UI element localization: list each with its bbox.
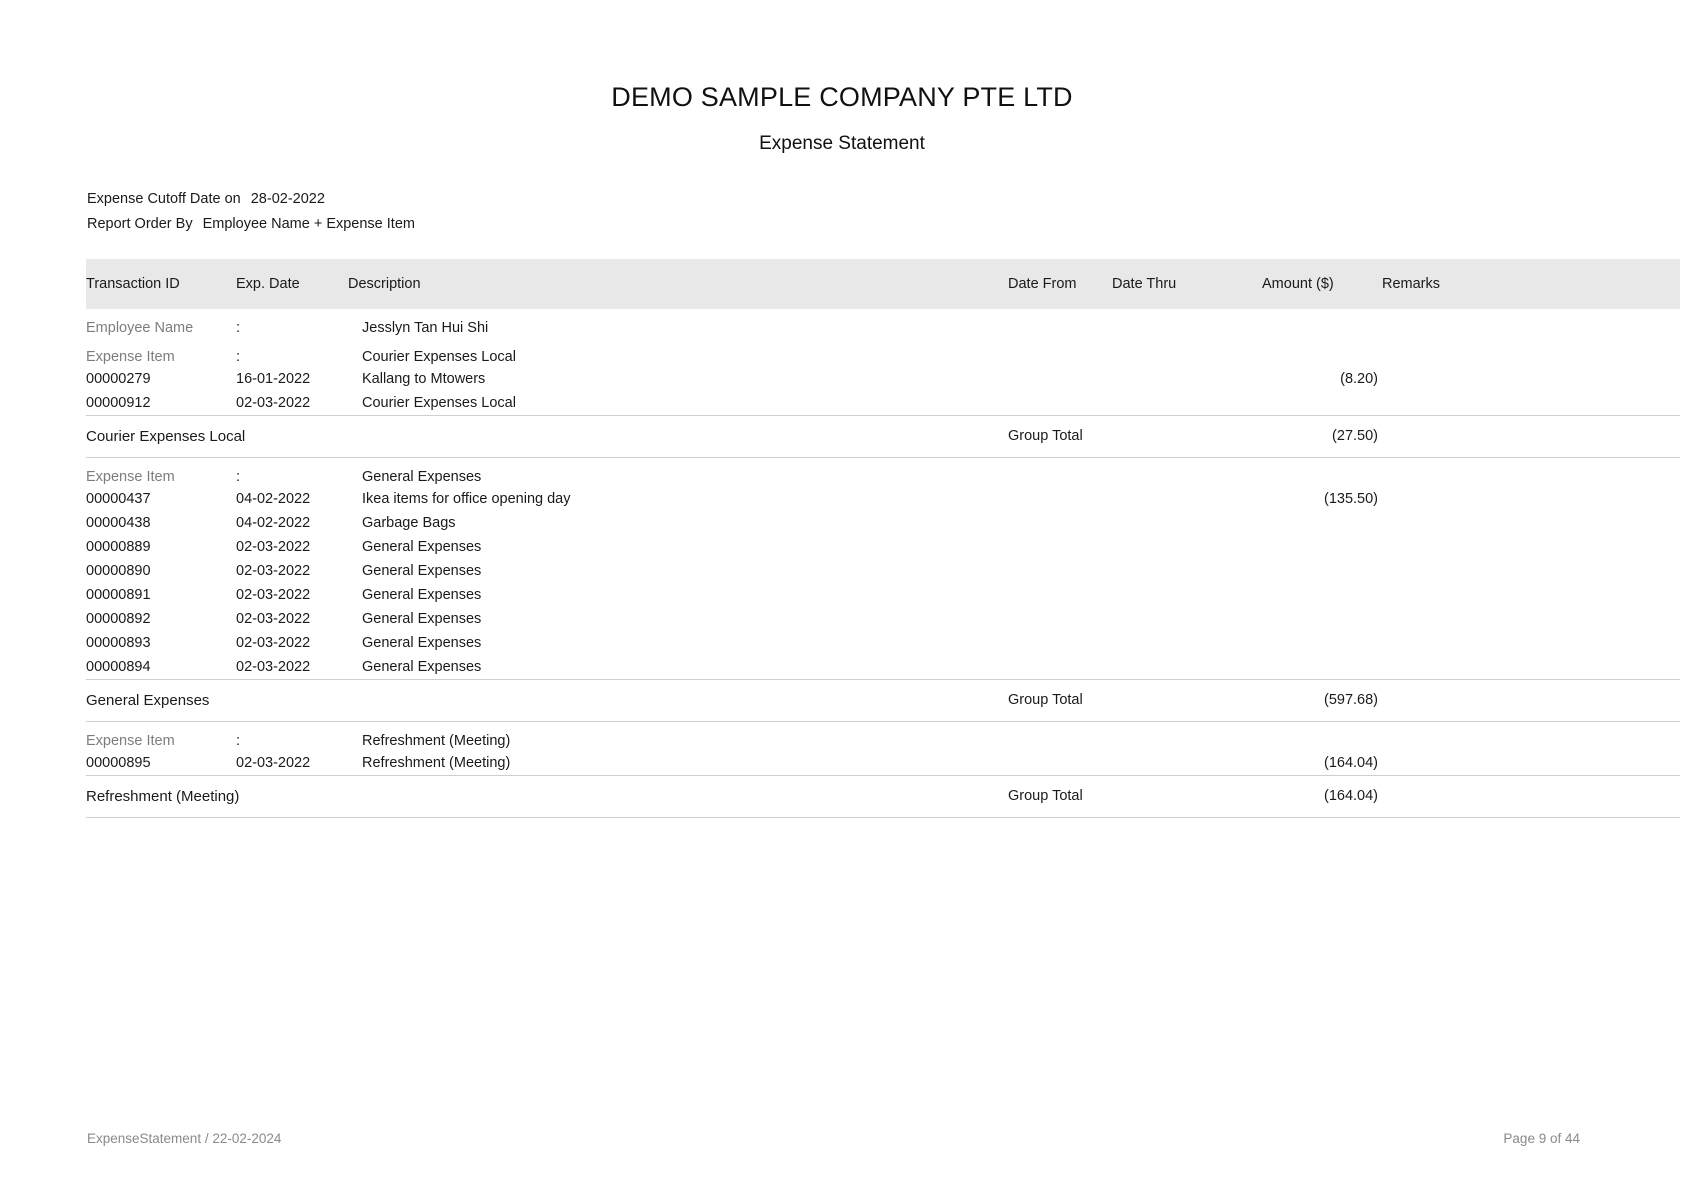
table-header-row bbox=[86, 259, 1680, 309]
cell-transaction-id: 00000890 bbox=[86, 563, 151, 579]
cell-date-from bbox=[1008, 631, 1112, 655]
cell-exp-date: 02-03-2022 bbox=[236, 635, 311, 651]
expense-item-remarks bbox=[1382, 722, 1680, 752]
cell-transaction-id: 00000893 bbox=[86, 635, 151, 651]
cell-exp-date: 02-03-2022 bbox=[236, 587, 311, 603]
cell-transaction-id: 00000889 bbox=[86, 539, 151, 555]
cell-description: Courier Expenses Local bbox=[362, 395, 516, 411]
cell-date-from bbox=[1008, 655, 1112, 680]
expense-item-remarks bbox=[1382, 338, 1680, 367]
cutoff-date-label: Expense Cutoff Date on bbox=[87, 191, 241, 207]
cell-remarks bbox=[1382, 511, 1680, 535]
cell-remarks bbox=[1382, 367, 1680, 391]
employee-name-amount bbox=[1262, 309, 1382, 338]
group-total-label: General Expenses bbox=[86, 680, 1008, 722]
group-total-word: Group Total bbox=[1008, 776, 1112, 818]
cell-amount bbox=[1262, 655, 1382, 680]
table-row bbox=[86, 631, 1680, 655]
cell-description: Kallang to Mtowers bbox=[362, 371, 486, 387]
footer-page-number: Page 9 of 44 bbox=[1503, 1131, 1580, 1146]
cell-date-from bbox=[1008, 487, 1112, 511]
employee-name-label: Employee Name bbox=[86, 320, 194, 336]
cell-date-thru bbox=[1112, 487, 1262, 511]
expense-item-value: Courier Expenses Local bbox=[362, 349, 516, 365]
expense-item-label: Expense Item bbox=[86, 733, 175, 749]
group-total-spacer bbox=[1112, 776, 1262, 818]
cell-date-thru bbox=[1112, 391, 1262, 416]
table-row bbox=[86, 607, 1680, 631]
expense-item-value: Refreshment (Meeting) bbox=[362, 733, 511, 749]
cell-date-from bbox=[1008, 367, 1112, 391]
cell-amount bbox=[1262, 607, 1382, 631]
cell-date-from bbox=[1008, 559, 1112, 583]
table-row bbox=[86, 583, 1680, 607]
cell-transaction-id: 00000894 bbox=[86, 659, 151, 675]
cell-amount bbox=[1262, 511, 1382, 535]
group-total-spacer bbox=[1112, 416, 1262, 458]
expense-item-row bbox=[86, 722, 1680, 752]
cell-description: Refreshment (Meeting) bbox=[362, 755, 511, 771]
expense-item-amount bbox=[1262, 722, 1382, 752]
expense-item-label: Expense Item bbox=[86, 349, 175, 365]
footer-left-text: ExpenseStatement / 22-02-2024 bbox=[87, 1131, 282, 1146]
expense-item-value: General Expenses bbox=[362, 469, 482, 485]
report-title: Expense Statement bbox=[759, 133, 925, 154]
cell-date-thru bbox=[1112, 607, 1262, 631]
employee-name-from bbox=[1008, 309, 1112, 338]
cell-transaction-id: 00000438 bbox=[86, 515, 151, 531]
column-header-date-thru: Date Thru bbox=[1112, 259, 1262, 309]
cell-amount bbox=[1262, 559, 1382, 583]
report-meta bbox=[0, 187, 1684, 237]
cutoff-date-value: 28-02-2022 bbox=[250, 191, 325, 207]
cell-date-thru bbox=[1112, 367, 1262, 391]
employee-name-colon: : bbox=[236, 320, 241, 336]
group-total-label: Refreshment (Meeting) bbox=[86, 776, 1008, 818]
expense-item-amount bbox=[1262, 458, 1382, 488]
expense-item-thru bbox=[1112, 458, 1262, 488]
cell-transaction-id: 00000891 bbox=[86, 587, 151, 603]
cell-date-from bbox=[1008, 607, 1112, 631]
cell-date-from bbox=[1008, 535, 1112, 559]
cell-transaction-id: 00000895 bbox=[86, 755, 151, 771]
group-total-remarks bbox=[1382, 776, 1680, 818]
group-total-row bbox=[86, 680, 1680, 722]
cell-description: General Expenses bbox=[362, 587, 482, 603]
expense-item-row bbox=[86, 458, 1680, 488]
cell-remarks bbox=[1382, 631, 1680, 655]
report-order-label: Report Order By bbox=[87, 216, 193, 232]
cell-exp-date: 16-01-2022 bbox=[236, 371, 311, 387]
expense-item-colon: : bbox=[236, 733, 241, 749]
cell-remarks bbox=[1382, 559, 1680, 583]
cell-amount bbox=[1262, 583, 1382, 607]
expense-item-from bbox=[1008, 458, 1112, 488]
cell-remarks bbox=[1382, 391, 1680, 416]
group-total-remarks bbox=[1382, 416, 1680, 458]
cell-exp-date: 02-03-2022 bbox=[236, 539, 311, 555]
cell-description: Garbage Bags bbox=[362, 515, 456, 531]
cell-date-thru bbox=[1112, 511, 1262, 535]
group-total-word: Group Total bbox=[1008, 416, 1112, 458]
cell-exp-date: 02-03-2022 bbox=[236, 563, 311, 579]
group-total-remarks bbox=[1382, 680, 1680, 722]
cell-remarks bbox=[1382, 487, 1680, 511]
group-total-label: Courier Expenses Local bbox=[86, 416, 1008, 458]
cell-date-thru bbox=[1112, 583, 1262, 607]
expense-item-colon: : bbox=[236, 469, 241, 485]
expense-table bbox=[86, 259, 1680, 818]
cell-exp-date: 04-02-2022 bbox=[236, 491, 311, 507]
expense-item-from bbox=[1008, 338, 1112, 367]
column-header-transaction-id: Transaction ID bbox=[86, 259, 236, 309]
column-header-exp-date: Exp. Date bbox=[236, 259, 348, 309]
cell-date-thru bbox=[1112, 751, 1262, 776]
page-footer bbox=[0, 1131, 1684, 1146]
cell-date-from bbox=[1008, 751, 1112, 776]
cell-transaction-id: 00000892 bbox=[86, 611, 151, 627]
cell-exp-date: 02-03-2022 bbox=[236, 755, 311, 771]
cell-amount: (8.20) bbox=[1340, 371, 1378, 387]
cell-exp-date: 02-03-2022 bbox=[236, 659, 311, 675]
report-order-value: Employee Name + Expense Item bbox=[202, 216, 415, 232]
cell-transaction-id: 00000279 bbox=[86, 371, 151, 387]
group-total-amount: (27.50) bbox=[1262, 416, 1382, 458]
cell-remarks bbox=[1382, 583, 1680, 607]
cell-description: General Expenses bbox=[362, 563, 482, 579]
column-header-date-from: Date From bbox=[1008, 259, 1112, 309]
employee-name-value: Jesslyn Tan Hui Shi bbox=[362, 320, 489, 336]
employee-name-remarks bbox=[1382, 309, 1680, 338]
table-header bbox=[86, 259, 1680, 309]
table-row bbox=[86, 655, 1680, 680]
table-row bbox=[86, 391, 1680, 416]
cell-remarks bbox=[1382, 607, 1680, 631]
cell-remarks bbox=[1382, 655, 1680, 680]
report-order-row bbox=[87, 212, 1684, 237]
cell-amount: (135.50) bbox=[1323, 491, 1378, 507]
cell-remarks bbox=[1382, 535, 1680, 559]
expense-table-wrap bbox=[0, 259, 1684, 818]
table-row bbox=[86, 559, 1680, 583]
cell-date-thru bbox=[1112, 655, 1262, 680]
cell-transaction-id: 00000437 bbox=[86, 491, 151, 507]
expense-item-colon: : bbox=[236, 349, 241, 365]
table-row bbox=[86, 535, 1680, 559]
cell-amount: (164.04) bbox=[1323, 755, 1378, 771]
expense-item-thru bbox=[1112, 338, 1262, 367]
cell-description: Ikea items for office opening day bbox=[362, 491, 571, 507]
cell-amount bbox=[1262, 631, 1382, 655]
column-header-description: Description bbox=[348, 259, 1008, 309]
expense-item-label: Expense Item bbox=[86, 469, 175, 485]
column-header-remarks: Remarks bbox=[1382, 259, 1680, 309]
cell-description: General Expenses bbox=[362, 611, 482, 627]
employee-name-thru bbox=[1112, 309, 1262, 338]
expense-item-thru bbox=[1112, 722, 1262, 752]
expense-item-amount bbox=[1262, 338, 1382, 367]
cell-description: General Expenses bbox=[362, 659, 482, 675]
cell-exp-date: 02-03-2022 bbox=[236, 611, 311, 627]
group-total-word: Group Total bbox=[1008, 680, 1112, 722]
cutoff-date-row bbox=[87, 187, 1684, 212]
cell-date-thru bbox=[1112, 631, 1262, 655]
table-body bbox=[86, 309, 1680, 818]
expense-item-from bbox=[1008, 722, 1112, 752]
employee-name-row bbox=[86, 309, 1680, 338]
cell-date-from bbox=[1008, 511, 1112, 535]
expense-item-row bbox=[86, 338, 1680, 367]
cell-exp-date: 02-03-2022 bbox=[236, 395, 311, 411]
cell-date-thru bbox=[1112, 535, 1262, 559]
cell-date-thru bbox=[1112, 559, 1262, 583]
cell-transaction-id: 00000912 bbox=[86, 395, 151, 411]
cell-date-from bbox=[1008, 391, 1112, 416]
cell-date-from bbox=[1008, 583, 1112, 607]
cell-description: General Expenses bbox=[362, 539, 482, 555]
column-header-amount: Amount ($) bbox=[1262, 259, 1382, 309]
cell-exp-date: 04-02-2022 bbox=[236, 515, 311, 531]
group-total-row bbox=[86, 776, 1680, 818]
cell-amount bbox=[1262, 535, 1382, 559]
company-title: DEMO SAMPLE COMPANY PTE LTD bbox=[611, 82, 1073, 112]
table-row bbox=[86, 511, 1680, 535]
cell-description: General Expenses bbox=[362, 635, 482, 651]
cell-remarks bbox=[1382, 751, 1680, 776]
table-row bbox=[86, 751, 1680, 776]
cell-amount bbox=[1262, 391, 1382, 416]
table-row bbox=[86, 487, 1680, 511]
group-total-amount: (164.04) bbox=[1262, 776, 1382, 818]
table-row bbox=[86, 367, 1680, 391]
expense-item-remarks bbox=[1382, 458, 1680, 488]
group-total-amount: (597.68) bbox=[1262, 680, 1382, 722]
group-total-row bbox=[86, 416, 1680, 458]
group-total-spacer bbox=[1112, 680, 1262, 722]
